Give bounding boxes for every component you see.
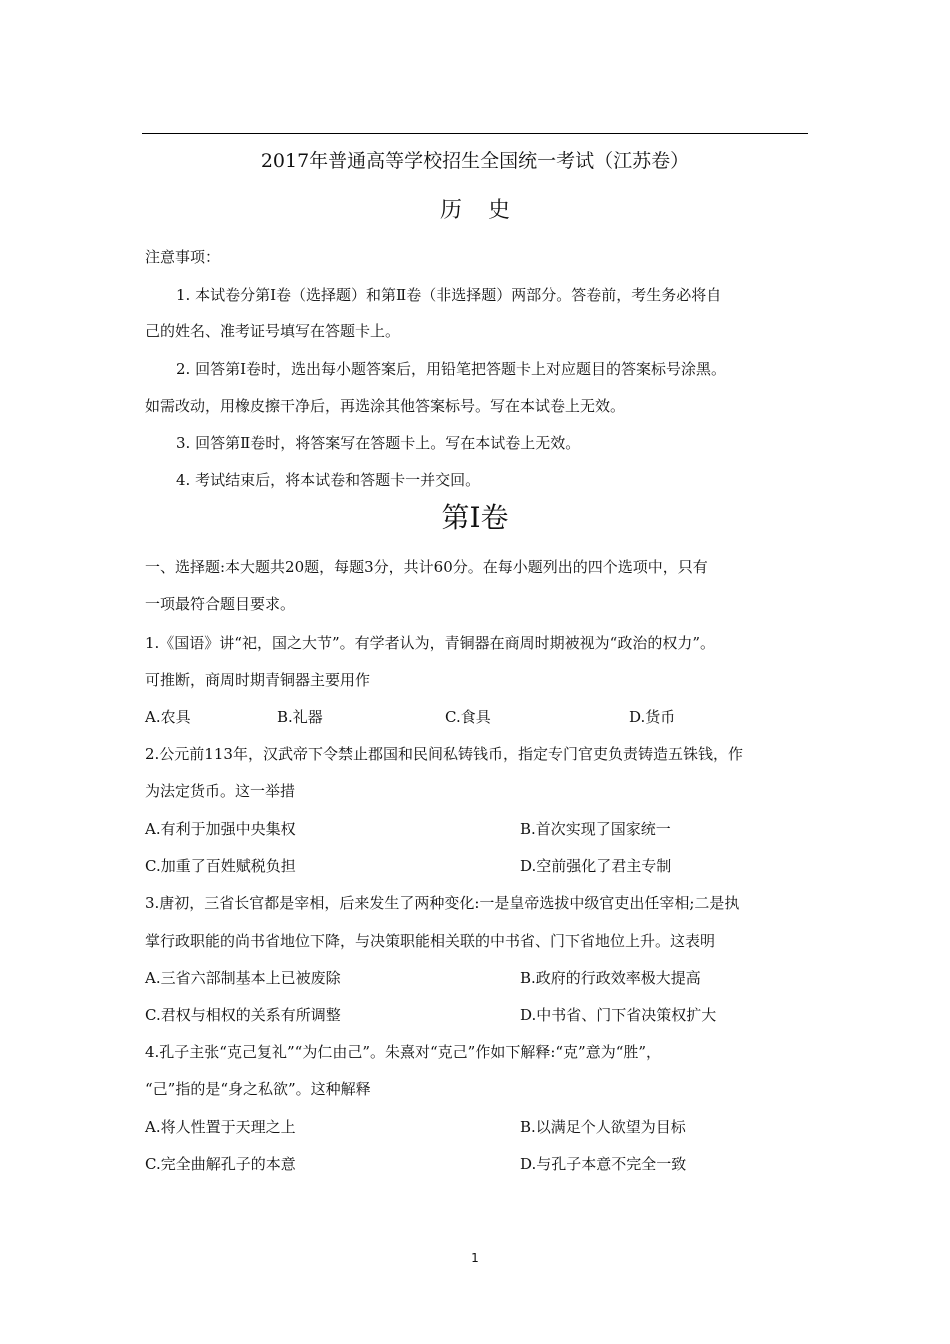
subject-title: 历史 xyxy=(439,198,536,223)
question-3-option-c: C.君权与相权的关系有所调整 xyxy=(145,1006,341,1024)
question-3-option-d: D.中书省、门下省决策权扩大 xyxy=(520,1006,717,1024)
question-4-stem: “己”指的是“身之私欲”。这种解释 xyxy=(145,1080,371,1098)
question-1-option-a: A.农具 xyxy=(145,708,191,726)
question-2-option-a: A.有利于加强中央集权 xyxy=(145,820,296,838)
question-4-option-d: D.与孔子本意不完全一致 xyxy=(520,1155,687,1173)
exam-title: 2017年普通高等学校招生全国统一考试（江苏卷） xyxy=(260,150,690,172)
question-3-stem: 3.唐初，三省长官都是宰相，后来发生了两种变化:一是皇帝选拔中级官吏出任宰相;二是执 xyxy=(145,894,740,912)
question-1-stem: 1.《国语》讲“祀，国之大节”。有学者认为，青铜器在商周时期被视为“政治的权力”。 xyxy=(145,634,715,652)
question-2-option-c: C.加重了百姓赋税负担 xyxy=(145,857,296,875)
section-instruction: 一、选择题:本大题共20题，每题3分，共计60分。在每小题列出的四个选项中，只有 xyxy=(145,558,708,576)
note-line: 如需改动，用橡皮擦干净后，再选涂其他答案标号。写在本试卷上无效。 xyxy=(145,397,626,415)
question-1-option-d: D.货币 xyxy=(629,708,676,726)
note-line: 己的姓名、准考证号填写在答题卡上。 xyxy=(145,322,401,340)
header-rule xyxy=(142,133,808,134)
question-4-stem: 4.孔子主张“克己复礼”“为仁由己”。朱熹对“克己”作如下解释:“克”意为“胜”， xyxy=(145,1043,662,1061)
question-3-option-a: A.三省六部制基本上已被废除 xyxy=(145,969,341,987)
question-2-option-b: B.首次实现了国家统一 xyxy=(520,820,671,838)
note-line: 3. 回答第Ⅱ卷时，将答案写在答题卡上。写在本试卷上无效。 xyxy=(176,434,581,452)
question-4-option-a: A.将人性置于天理之上 xyxy=(145,1118,296,1136)
question-3-option-b: B.政府的行政效率极大提高 xyxy=(520,969,701,987)
question-3-stem: 掌行政职能的尚书省地位下降，与决策职能相关联的中书省、门下省地位上升。这表明 xyxy=(145,932,716,950)
question-2-option-d: D.空前强化了君主专制 xyxy=(520,857,672,875)
question-2-stem: 2.公元前113年，汉武帝下令禁止郡国和民间私铸钱币，指定专门官吏负责铸造五铢钱，作 xyxy=(145,745,743,763)
question-4-option-c: C.完全曲解孔子的本意 xyxy=(145,1155,296,1173)
page-number: 1 xyxy=(471,1251,479,1265)
part-heading: 第Ⅰ卷 xyxy=(441,501,509,534)
question-4-option-b: B.以满足个人欲望为目标 xyxy=(520,1118,686,1136)
note-line: 1. 本试卷分第Ⅰ卷（选择题）和第Ⅱ卷（非选择题）两部分。答卷前，考生务必将自 xyxy=(176,286,722,304)
question-1-option-b: B.礼器 xyxy=(277,708,323,726)
question-2-stem: 为法定货币。这一举措 xyxy=(145,782,296,800)
question-1-stem: 可推断，商周时期青铜器主要用作 xyxy=(145,671,371,689)
note-line: 2. 回答第Ⅰ卷时，选出每小题答案后，用铅笔把答题卡上对应题目的答案标号涂黑。 xyxy=(176,360,727,378)
section-instruction: 一项最符合题目要求。 xyxy=(145,595,296,613)
notes-heading: 注意事项： xyxy=(145,248,221,266)
note-line: 4. 考试结束后，将本试卷和答题卡一并交回。 xyxy=(176,471,481,489)
question-1-option-c: C.食具 xyxy=(445,708,491,726)
